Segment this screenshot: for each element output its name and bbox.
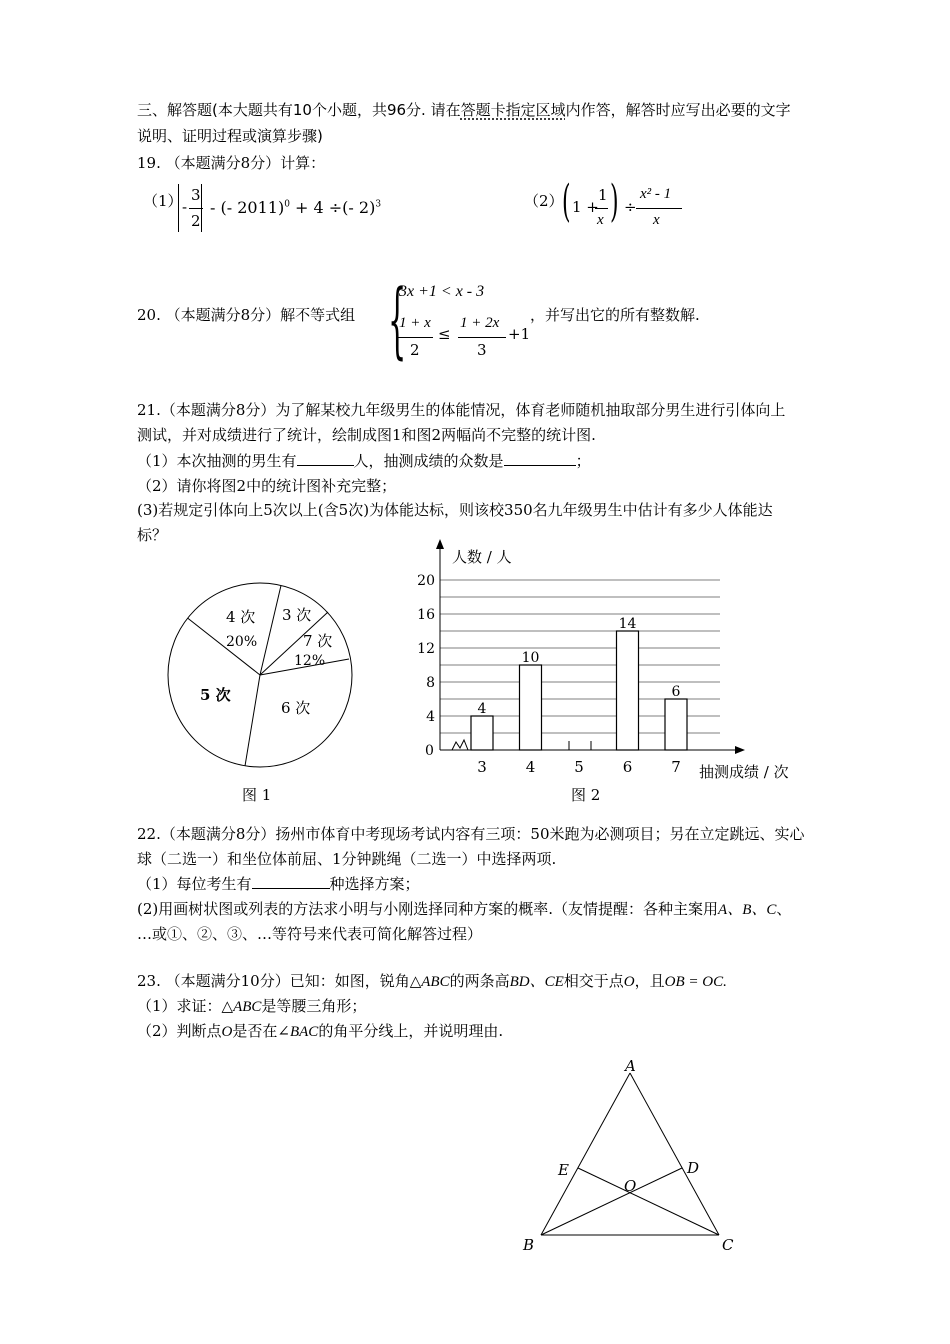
q21-sub2: （2）请你将图2中的统计图补充完整； xyxy=(137,477,397,495)
q20-l2-line2 xyxy=(458,337,506,338)
x-tick-6: 6 xyxy=(622,758,633,776)
x-tick-3: 3 xyxy=(477,758,487,776)
y-axis-label: 人数 / 人 xyxy=(452,548,512,566)
y-tick-4: 4 xyxy=(426,709,435,725)
q20-line1: 3x +1 < x - 3 xyxy=(399,283,485,300)
q19-abs-minus: - xyxy=(182,198,188,216)
q20-l2-den2: 3 xyxy=(477,341,487,359)
q20-l2-den1: 2 xyxy=(410,341,420,359)
q22-sub2-text: (2)用画树状图或列表的方法求小明与小刚选择同种方案的概率.（友情提醒：各种主案用 xyxy=(137,900,719,918)
q23-o: O xyxy=(623,974,635,990)
q20-l2-num2: 1 + 2x xyxy=(460,315,500,331)
point-a-label: A xyxy=(625,1057,636,1075)
section-heading-dotted: 答题卡指定区域 xyxy=(460,101,566,119)
q23-tri: △ABC xyxy=(409,974,450,990)
section-heading-line2: 说明、证明过程或演算步骤) xyxy=(137,127,323,145)
figure1-caption: 图 1 xyxy=(242,786,272,804)
q19-part1-label: （1） xyxy=(143,192,183,210)
pie-chart-figure1 xyxy=(160,580,360,770)
altitude-ce xyxy=(578,1168,719,1235)
section-heading-part-b: 内作答，解答时应写出必要的文字 xyxy=(565,101,791,119)
q23-sub2 xyxy=(137,1020,503,1041)
pie-pct-4: 20% xyxy=(226,634,258,650)
q19-frac-den: 2 xyxy=(191,212,201,230)
figure2-caption: 图 2 xyxy=(571,786,601,804)
q19-p2-line2 xyxy=(636,208,682,209)
q20-l2-num1: 1 + x xyxy=(399,315,431,331)
q19-p2-num1: 1 xyxy=(598,186,608,204)
q21-blank-mode[interactable] xyxy=(504,451,576,466)
pie-divider-6-5 xyxy=(245,675,260,766)
point-b-label: B xyxy=(523,1236,535,1254)
q20-l2-line1 xyxy=(397,337,433,338)
y-axis-arrow xyxy=(436,539,444,549)
q21-sub3-line2: 标？ xyxy=(137,526,168,544)
side-ac xyxy=(630,1073,719,1235)
point-e-label: E xyxy=(558,1161,569,1179)
q21-line1: 21.（本题满分8分）为了解某校九年级男生的体能情况，体育老师随机抽取部分男生进行引体向上 xyxy=(137,401,786,419)
side-ab xyxy=(541,1073,630,1235)
x-tick-7: 7 xyxy=(671,758,681,776)
q20-brace: { xyxy=(388,273,407,368)
x-axis-label: 抽测成绩 / 次 xyxy=(699,763,789,781)
x-tick-5: 5 xyxy=(574,758,584,776)
q23-eq: OB = OC. xyxy=(664,974,727,990)
q21-sub1-c: ； xyxy=(575,452,591,470)
q22-sub1-a: （1）每位考生有 xyxy=(137,875,252,893)
q22-sub2-tail: 、 xyxy=(776,900,792,918)
q23-c: 相交于点 xyxy=(563,972,624,990)
point-o-label: O xyxy=(624,1177,637,1195)
pie-label-5: 5 次 xyxy=(200,686,231,704)
x-tick-4: 4 xyxy=(525,758,536,776)
y-tick-8: 8 xyxy=(426,675,435,691)
q22-sub2-abc: A、B、C xyxy=(718,902,777,918)
pie-divider-4-3 xyxy=(260,586,281,676)
y-tick-12: 12 xyxy=(417,641,435,657)
q23-line1 xyxy=(137,970,727,991)
q21-sub1-b: 人，抽测成绩的众数是 xyxy=(353,452,504,470)
q19-paren-right: ) xyxy=(610,176,619,227)
q19-expr-a: - (- 2011) xyxy=(210,198,285,217)
y-tick-20: 20 xyxy=(417,573,435,589)
q22-sub1-b: 种选择方案； xyxy=(329,875,420,893)
q21-line2: 测试，并对成绩进行了统计，绘制成图1和图2两幅尚不完整的统计图. xyxy=(137,426,596,444)
q19-part2-label: （2） xyxy=(524,192,564,210)
q19-p2-line1 xyxy=(595,208,608,209)
q20-l2-plus1: +1 xyxy=(508,325,531,343)
y-tick-group xyxy=(417,573,435,725)
q23-sub2-o: O xyxy=(221,1024,233,1040)
q19-exp0: 0 xyxy=(284,199,290,210)
q19-frac-num: 3 xyxy=(191,186,201,204)
q23-sub1-tri: △ABC xyxy=(221,999,262,1015)
bar-7 xyxy=(665,699,687,750)
q21-sub1-a: （1）本次抽测的男生有 xyxy=(137,452,297,470)
q23-sub1-b: 是等腰三角形； xyxy=(261,997,367,1015)
pie-pct-7: 12% xyxy=(294,653,326,669)
bar-group xyxy=(471,616,687,750)
section-heading-part-a: 三、解答题(本大题共有10个小题，共96分. 请在 xyxy=(137,101,461,119)
pie-label-3: 3 次 xyxy=(282,606,312,624)
bar-value-label-4: 10 xyxy=(521,650,540,666)
q19-p2-den2: x xyxy=(653,212,660,228)
q23-sub2-b: 是否在 xyxy=(232,1022,278,1040)
axis-break-mark xyxy=(452,740,468,750)
bar-3 xyxy=(471,716,493,750)
origin-label: 0 xyxy=(425,743,434,759)
q23-sub2-c: 的角平分线上，并说明理由. xyxy=(318,1022,504,1040)
bar-6 xyxy=(617,631,639,750)
q22-sub2-line2: …或①、②、③、…等符号来代表可简化解答过程） xyxy=(137,925,483,943)
q19-title: 19. （本题满分8分）计算： xyxy=(137,154,326,172)
q22-line1: 22.（本题满分8分）扬州市体育中考现场考试内容有三项：50米跑为必测项目；另在立定跳远、实心 xyxy=(137,825,805,843)
q23-d: ，且 xyxy=(634,972,665,990)
q19-part2-one: 1 + xyxy=(572,198,599,216)
point-c-label: C xyxy=(722,1236,734,1254)
q22-line2: 球（二选一）和坐位体前屈、1分钟跳绳（二选一）中选择两项. xyxy=(137,850,557,868)
q20-l2-le: ≤ xyxy=(438,325,451,343)
bar-value-label-3: 4 xyxy=(477,701,487,717)
section-heading xyxy=(137,99,791,120)
q21-sub1 xyxy=(137,450,591,471)
q22-sub1 xyxy=(137,873,420,894)
q23-sub1 xyxy=(137,995,366,1016)
q19-paren-left: ( xyxy=(562,176,571,227)
q19-p2-num2: x² - 1 xyxy=(640,186,672,202)
q20-prefix: 20. （本题满分8分）解不等式组 xyxy=(137,306,356,324)
q19-p2-div: ÷ xyxy=(624,198,637,216)
q22-blank-count[interactable] xyxy=(252,874,330,889)
x-tick-group xyxy=(477,758,681,776)
pie-label-6: 6 次 xyxy=(281,699,311,717)
q23-sub2-a: （2）判断点 xyxy=(137,1022,222,1040)
q21-sub3-line1: (3)若规定引体向上5次以上(含5次)为体能达标，则该校350名九年级男生中估计有多少人体能达 xyxy=(137,501,773,519)
triangle-figure xyxy=(510,1055,760,1255)
pie-label-7: 7 次 xyxy=(303,632,333,650)
q23-sub1-a: （1）求证： xyxy=(137,997,222,1015)
q23-a: 23. （本题满分10分）已知：如图，锐角 xyxy=(137,972,410,990)
q23-bdce: BD、CE xyxy=(509,974,564,990)
bar-value-label-7: 6 xyxy=(671,684,681,700)
q19-exp3: 3 xyxy=(375,199,382,210)
q19-part1-expr xyxy=(210,198,381,217)
pie-label-4: 4 次 xyxy=(226,608,256,626)
q23-b: 的两条高 xyxy=(449,972,510,990)
point-d-label: D xyxy=(687,1159,700,1177)
bar-4 xyxy=(520,665,542,750)
q21-blank-count[interactable] xyxy=(297,451,354,466)
y-tick-16: 16 xyxy=(417,607,435,623)
q20-suffix: ，并写出它的所有整数解. xyxy=(530,306,700,324)
bar-chart-figure2 xyxy=(415,535,805,785)
x-axis-arrow xyxy=(735,746,745,754)
q22-sub2-line1 xyxy=(137,898,791,919)
q19-expr-b: + 4 ÷(- 2) xyxy=(289,198,376,217)
q19-frac-line xyxy=(189,208,203,209)
q23-sub2-ang: ∠BAC xyxy=(277,1024,319,1040)
bar-value-label-6: 14 xyxy=(618,616,637,632)
q19-p2-den1: x xyxy=(597,212,604,228)
